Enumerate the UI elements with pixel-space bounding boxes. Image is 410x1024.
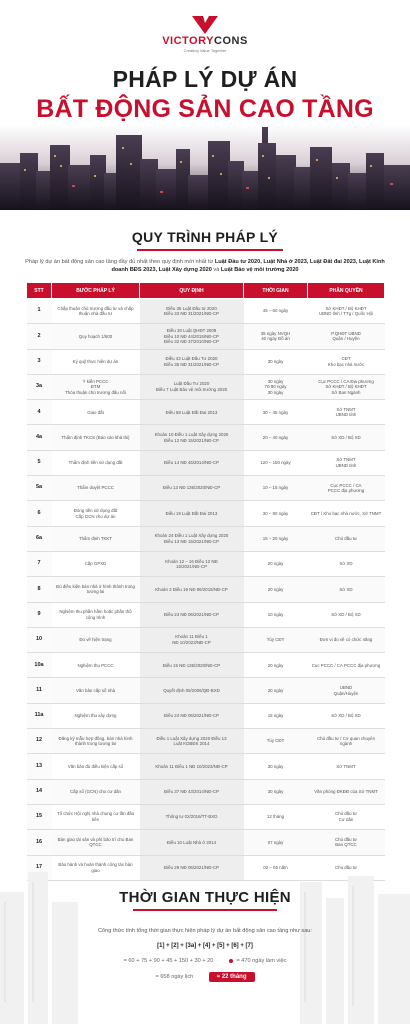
table-cell-stt: 15 xyxy=(27,804,52,829)
table-cell-authority: UBND Quận/Huyện xyxy=(308,678,385,703)
table-cell-authority: Văn phòng ĐKĐĐ của Sở TNMT xyxy=(308,779,385,804)
table-cell-authority: Chủ đầu tư xyxy=(308,526,385,551)
table-cell-stt: 4a xyxy=(27,425,52,450)
table-cell-step: Đủ điều kiện bán nhà ở hình thành trong tương lai xyxy=(52,577,140,602)
section-intro: Pháp lý dự án bất động sản cao tầng đầy đủ nhất theo quy định mới nhất từ Luật Đầu tư 2020, Luật Nhà ở 2023, Luật Đất đai 2023, Luật Kinh doanh BĐS 2023, Luật Xây dựng 2020 và Luật Bảo vệ môi trường 2020 xyxy=(25,259,385,273)
table-cell-time: 20 ngày xyxy=(244,551,308,576)
headline-line-1: PHÁP LÝ DỰ ÁN xyxy=(112,66,298,92)
table-cell-authority: CĐT Kho bạc nhà nước xyxy=(308,349,385,374)
table-cell-time: 02 – 05 năm xyxy=(244,855,308,880)
table-cell-rule: Điều 43 Luật Đầu Tư 2020 Điều 35 NĐ 31/2021/NĐ-CP xyxy=(140,349,244,374)
table-cell-step: Nghiệm thu phần hầm hoặc phần thô công trình xyxy=(52,602,140,627)
table-cell-stt: 4 xyxy=(27,400,52,425)
table-cell-rule: Khoản 2 Điều 19 NĐ 99/2015/NĐ-CP xyxy=(140,577,244,602)
table-row xyxy=(27,678,385,703)
table-cell-stt: 7 xyxy=(27,551,52,576)
brand-tagline: Creating Value Together xyxy=(183,48,227,53)
table-cell-authority: Sở XD / Bộ XD xyxy=(308,425,385,450)
table-cell-step: Đo vẽ hiện trạng xyxy=(52,627,140,652)
table-cell-authority: Sở TNMT UBND tỉnh xyxy=(308,450,385,475)
table-cell-time: 07 ngày xyxy=(244,830,308,855)
table-row xyxy=(27,729,385,754)
calc-line-2 xyxy=(20,972,390,982)
table-cell-rule: Điều 29 NĐ 06/2021/NĐ-CP xyxy=(140,855,244,880)
table-row xyxy=(27,425,385,450)
table-row xyxy=(27,754,385,779)
table-cell-time: 45 – 60 ngày xyxy=(244,299,308,324)
table-cell-authority: Sở XD / Bộ XD xyxy=(308,703,385,728)
bullet-dot-icon xyxy=(229,959,233,963)
table-cell-stt: 9 xyxy=(27,602,52,627)
table-cell-rule: Điều 19 Luật Đất Đai 2013 xyxy=(140,501,244,526)
table-cell-stt: 5a xyxy=(27,476,52,501)
table-row xyxy=(27,627,385,652)
table-row xyxy=(27,602,385,627)
table-row xyxy=(27,830,385,855)
table-row xyxy=(27,450,385,475)
table-cell-rule: Khoản 10 Điều 1 Luật Xây dựng 2020 Điều 12 NĐ 15/2021/NĐ-CP xyxy=(140,425,244,450)
table-cell-stt: 13 xyxy=(27,754,52,779)
table-cell-rule: Điều 36 Luật Đầu tư 2020 Điều 33 NĐ 31/2021/NĐ-CP xyxy=(140,299,244,324)
table-cell-time: 30 ngày 70-90 ngày 30 ngày xyxy=(244,374,308,399)
table-cell-time: 15 – 20 ngày xyxy=(244,526,308,551)
calc-workdays: = 470 ngày làm việc xyxy=(236,958,287,964)
table-cell-time: 20 ngày xyxy=(244,577,308,602)
table-cell-step: Thẩm định TKCS (Báo cáo khả thi) xyxy=(52,425,140,450)
table-cell-stt: 5 xyxy=(27,450,52,475)
table-cell-rule: Khoản 12 – 16 Điều 12 NĐ 15/2021/NĐ-CP xyxy=(140,551,244,576)
table-cell-step: Ký quỹ thực hiện dự án xyxy=(52,349,140,374)
table-cell-time: 15 ngày xyxy=(244,703,308,728)
city-skyline-image xyxy=(0,125,410,210)
table-cell-stt: 10 xyxy=(27,627,52,652)
table-cell-rule: Khoản 11 Điều 1 NĐ 10/2023/NĐ-CP xyxy=(140,627,244,652)
table-cell-stt: 3a xyxy=(27,374,52,399)
table-cell-authority: Cục PCCC / CA Địa phương Sở KHĐT / Bộ KHĐT Sở Ban Ngành xyxy=(308,374,385,399)
table-cell-time: 30 ngày xyxy=(244,779,308,804)
table-cell-rule: Điều 58 Luật Đất Đai 2013 xyxy=(140,400,244,425)
table-cell-authority: Sở TNMT UBND tỉnh xyxy=(308,400,385,425)
legal-steps-table xyxy=(26,282,385,881)
table-cell-time: 120 – 150 ngày xyxy=(244,450,308,475)
table-cell-authority: Cục PCCC / CA PCCC địa phương xyxy=(308,476,385,501)
table-cell-rule: Quyết định 05/2006/QĐ-BXD xyxy=(140,678,244,703)
table-row xyxy=(27,779,385,804)
table-cell-authority: Chủ đầu tư xyxy=(308,855,385,880)
table-cell-step: Văn bản đủ điều kiện cấp sổ xyxy=(52,754,140,779)
headline-line-2: BẤT ĐỘNG SẢN CAO TẦNG xyxy=(36,95,374,123)
table-row xyxy=(27,526,385,551)
brand-name: VICTORYCONS xyxy=(162,35,248,47)
table-cell-step: Tổ chức Hội nghị nhà chung cư lần đầu tiên xyxy=(52,804,140,829)
table-cell-stt: 6 xyxy=(27,501,52,526)
table-cell-authority: Cục PCCC / CA PCCC địa phương xyxy=(308,653,385,678)
table-cell-authority: Sở TNMT xyxy=(308,754,385,779)
table-cell-stt: 1 xyxy=(27,299,52,324)
table-cell-rule: Điều 30 Luật QHĐT 2009 Điều 10 NĐ 44/2015/NĐ-CP Điều 32 NĐ 37/2010/NĐ-CP xyxy=(140,324,244,349)
table-cell-rule: Luật Đầu Tư 2020 Điều 7 Luật Bảo vệ môi trường 2020 xyxy=(140,374,244,399)
column-header: THỜI GIAN xyxy=(244,283,308,299)
section-title-underline xyxy=(133,909,277,911)
calc-calendar: = 658 ngày lịch xyxy=(155,974,194,980)
table-row xyxy=(27,400,385,425)
table-cell-step: Thẩm duyệt PCCC xyxy=(52,476,140,501)
table-row xyxy=(27,551,385,576)
table-cell-authority: Chủ đầu tư Ban QTCC xyxy=(308,830,385,855)
table-row xyxy=(27,324,385,349)
table-row xyxy=(27,653,385,678)
table-cell-stt: 3 xyxy=(27,349,52,374)
table-cell-stt: 16 xyxy=(27,830,52,855)
formula-note: Công thức tính tổng thời gian thực hiện pháp lý dự án bất động sản cao tầng như sau: xyxy=(98,928,312,934)
table-cell-authority: Sở KHĐT / Bộ KHĐT UBND tỉnh / TTg / Quốc Hội xyxy=(308,299,385,324)
table-cell-rule: Điều 1 Luật Xây dựng 2020 Điều 13 Luật KDBĐS 2014 xyxy=(140,729,244,754)
table-cell-time: 30 – 90 ngày xyxy=(244,501,308,526)
table-cell-step: Giao đất xyxy=(52,400,140,425)
table-cell-rule: Điều 15 NĐ 136/2020/NĐ-CP xyxy=(140,653,244,678)
table-cell-authority: Sở XD / Bộ XD xyxy=(308,602,385,627)
table-cell-time: 35 ngày NVQH 40 ngày Đồ án xyxy=(244,324,308,349)
table-cell-time: 30 ngày xyxy=(244,349,308,374)
calc-line xyxy=(20,958,390,964)
brand-logo[interactable] xyxy=(0,16,410,53)
table-cell-time: 30 – 45 ngày xyxy=(244,400,308,425)
table-cell-step: Nghiệm thu xây dựng xyxy=(52,703,140,728)
table-row xyxy=(27,804,385,829)
table-cell-time: Tùy CĐT xyxy=(244,627,308,652)
table-cell-time: 20 – 40 ngày xyxy=(244,425,308,450)
table-cell-authority: CĐT / Kho bạc nhà nước, Sở TNMT xyxy=(308,501,385,526)
table-cell-authority: Sở XD xyxy=(308,577,385,602)
table-row xyxy=(27,349,385,374)
table-header-row xyxy=(27,283,385,299)
table-cell-rule: Điều 37 NĐ 43/2014/NĐ-CP xyxy=(140,779,244,804)
table-row xyxy=(27,476,385,501)
table-cell-rule: Điều 13 NĐ 136/2020/NĐ-CP xyxy=(140,476,244,501)
column-header: PHÂN QUYỀN xyxy=(308,283,385,299)
table-cell-time: Tùy CĐT xyxy=(244,729,308,754)
table-cell-rule: Thông tư 02/2016/TT-BXD xyxy=(140,804,244,829)
table-cell-rule: Khoản 24 Điều 1 Luật Xây dựng 2020 Điều 13 NĐ 15/2021/NĐ-CP xyxy=(140,526,244,551)
table-row xyxy=(27,577,385,602)
table-cell-step: Bảo hành và hoàn thành công tác bàn giao xyxy=(52,855,140,880)
table-cell-step: Chấp thuận chủ trương đầu tư và chấp thuận nhà đầu tư xyxy=(52,299,140,324)
table-cell-stt: 11 xyxy=(27,678,52,703)
table-cell-stt: 12 xyxy=(27,729,52,754)
table-cell-time: 12 tháng xyxy=(244,804,308,829)
table-cell-stt: 11a xyxy=(27,703,52,728)
table-cell-rule: Điều 24 NĐ 06/2021/NĐ-CP xyxy=(140,602,244,627)
table-cell-step: Quy hoạch 1/500 xyxy=(52,324,140,349)
table-row xyxy=(27,501,385,526)
table-cell-step: Thẩm định tiền sử dụng đất xyxy=(52,450,140,475)
section-title-time: THỜI GIAN THỰC HIỆN xyxy=(119,889,291,906)
calc-sum: = 60 + 75 + 90 + 45 + 150 + 30 + 20 xyxy=(123,958,214,964)
table-cell-rule: Điều 10 Luật Nhà ở 2014 xyxy=(140,830,244,855)
table-row xyxy=(27,703,385,728)
table-cell-time: 20 ngày xyxy=(244,678,308,703)
table-cell-rule: Điều 14 NĐ 45/2014/NĐ-CP xyxy=(140,450,244,475)
table-cell-authority: Chủ đầu tư Cư dân xyxy=(308,804,385,829)
table-cell-stt: 10a xyxy=(27,653,52,678)
table-cell-stt: 17 xyxy=(27,855,52,880)
table-cell-step: Cấp GPXD xyxy=(52,551,140,576)
section-title-process: QUY TRÌNH PHÁP LÝ xyxy=(131,229,279,245)
header xyxy=(0,0,410,210)
column-header: BƯỚC PHÁP LÝ xyxy=(52,283,140,299)
table-cell-stt: 6a xyxy=(27,526,52,551)
table-cell-stt: 8 xyxy=(27,577,52,602)
table-cell-authority: Sở XD xyxy=(308,551,385,576)
table-cell-step: Văn bản cấp số nhà xyxy=(52,678,140,703)
table-cell-step: Bàn giao tài sản và phí bảo trì cho Ban QTCC xyxy=(52,830,140,855)
table-cell-rule: Khoản 11 Điều 1 NĐ 10/2023/NĐ-CP xyxy=(140,754,244,779)
column-header: STT xyxy=(27,283,52,299)
table-cell-time: 10 – 15 ngày xyxy=(244,476,308,501)
table-cell-time: 10 ngày xyxy=(244,602,308,627)
table-cell-step: Đóng tiền sử dụng đất Cấp GCN cho dự án xyxy=(52,501,140,526)
table-cell-step: Đăng ký mẫu hợp đồng, bán nhà hình thành trong tương lai xyxy=(52,729,140,754)
table-cell-time: 30 ngày xyxy=(244,754,308,779)
table-cell-rule: Điều 24 NĐ 06/2021/NĐ-CP xyxy=(140,703,244,728)
table-cell-authority: P.QHĐT UBND Quận / Huyện xyxy=(308,324,385,349)
table-cell-authority: Đơn vị đo vẽ có chức năng xyxy=(308,627,385,652)
table-row xyxy=(27,374,385,399)
column-header: QUY ĐỊNH xyxy=(140,283,244,299)
table-cell-stt: 2 xyxy=(27,324,52,349)
table-row xyxy=(27,299,385,324)
table-cell-stt: 14 xyxy=(27,779,52,804)
victory-logo-icon xyxy=(192,16,218,34)
table-cell-step: Thẩm định TKKT xyxy=(52,526,140,551)
table-cell-step: Ý kiến PCCC ĐTM Thỏa thuận chủ trương đấu nối xyxy=(52,374,140,399)
section-title-underline xyxy=(137,249,283,251)
formula: [1] + [2] + [3a] + [4] + [5] + [6] + [7] xyxy=(157,943,253,949)
table-cell-step: Nghiệm thu PCCC xyxy=(52,653,140,678)
table-cell-authority: Chủ đầu tư / Cơ quan chuyên ngành xyxy=(308,729,385,754)
result-badge: ≈ 22 tháng xyxy=(209,972,255,982)
table-cell-time: 20 ngày xyxy=(244,653,308,678)
table-cell-step: Cấp sổ (GCN) cho cư dân xyxy=(52,779,140,804)
